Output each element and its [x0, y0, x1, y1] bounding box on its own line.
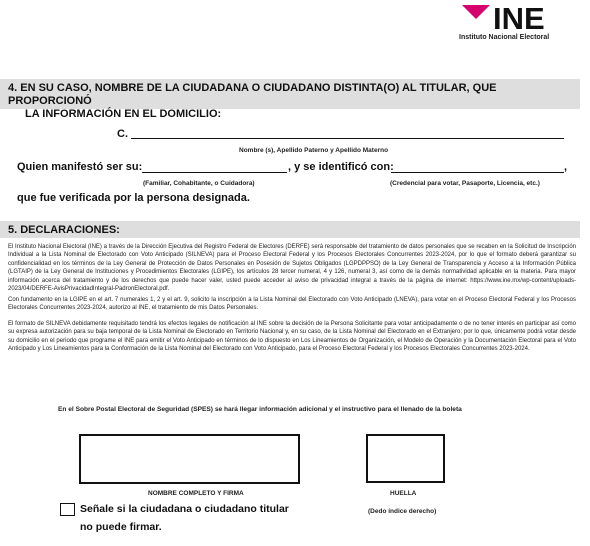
relationship-line[interactable]	[142, 172, 287, 173]
manifest-label: Quien manifestó ser su:	[17, 161, 143, 173]
declaration-paragraph-2: Con fundamento en la LGIPE en el art. 7 numerales 1, 2 y el art. 9, solicito la inscripción a la Lista Nominal del Electorado con Voto Anticipado (LNEVA), para votar en el Proceso Electoral Federal y los Procesos Electorales Concurrentes 2023-2024, autorizo al INE, el tratamiento de mis Datos Personales.	[8, 297, 576, 312]
section-4-title-line1: 4. EN SU CASO, NOMBRE DE LA CIUDADANA O CIUDADANO DISTINTA(O) AL TITULAR, QUE PROPORCIONÓ	[8, 82, 497, 107]
checkbox-label-line1: Señale si la ciudadana o ciudadano titular	[80, 503, 289, 515]
spes-note: En el Sobre Postal Electoral de Seguridad (SPES) se hará llegar información adicional y el instructivo para el llenado de la boleta	[58, 406, 462, 413]
credential-caption: (Credencial para votar, Pasaporte, Licencia, etc.)	[390, 180, 540, 187]
verified-text: que fue verificada por la persona designada.	[17, 192, 250, 204]
name-caption: Nombre (s), Apellido Paterno y Apellido Materno	[239, 147, 389, 154]
logo-wordmark: INE	[493, 1, 545, 36]
fingerprint-label: HUELLA	[390, 490, 417, 497]
fingerprint-box[interactable]	[366, 434, 445, 483]
ine-logo	[459, 1, 584, 45]
ine-ballot-mark-icon	[459, 5, 493, 32]
cannot-sign-checkbox[interactable]	[60, 503, 75, 516]
c-prefix: C.	[117, 128, 128, 140]
section-4-title-line2: LA INFORMACIÓN EN EL DOMICILIO:	[25, 108, 222, 120]
declaration-paragraph-3: El formato de SILNEVA debidamente requisitado tendrá los efectos legales de notificación al INE sobre la decisión de la Persona Solicitante para votar anticipadamente o de no tener interés en participar así como su expresa autorización para su baja temporal de la Lista Nominal de Electorado en Territorio Nacional y, en su caso, de la Lista Nominal del Electorado en el Extranjero; por lo que, únicamente podrá votar desde su domicilio en el periodo que programe el INE para emitir el Voto Anticipado en términos de lo dispuesto en Los Lineamientos de Organización, el Modelo de Operación y la Documentación Electoral para el Voto Anticipado y Los Lineamientos para la Conformación de la Lista Nominal del Electorado con Voto Anticipado, para el Proceso Electoral Federal y los Procesos Electorales Concurrentes 2023-2024.	[8, 321, 576, 353]
logo-subtitle: Instituto Nacional Electoral	[459, 34, 550, 41]
credential-line[interactable]	[391, 172, 564, 173]
identified-label: , y se identificó con:	[288, 161, 394, 173]
declaration-paragraph-1: El Instituto Nacional Electoral (INE) a través de la Dirección Ejecutiva del Registro Federal de Electores (DERFE) será responsable del tratamiento de datos personales que se recaben en la Solicitud de Inscripción Individual a la Lista Nominal de Electorado con Voto Anticipado (SILNEVA) para el Proceso Electoral Federal y los Procesos Electorales Concurrentes 2023-2024, por lo que el formato deberá garantizar su confidencialidad en los términos de la Ley General de Protección de Datos Personales en Posesión de Sujetos Obligados (LGPDPPSO) de la Ley General de Transparencia y Acceso a la Información Pública (LGTAIP) de la Ley General de Instituciones y Procedimientos Electorales (LGIPE), los artículos 28 tercer numeral, 4 y 126, numeral 3, así como de la demás normatividad aplicable en la materia. Para mayor información acerca del tratamiento y de los derechos que puede hacer valer, usted puede acceder al aviso de privacidad integral a través de la página de internet: https://www.ine.mx/wp-content/uploads-2023/04/DERFE-AvisPrivacidadIntegral-PadronElectoral.pdf.	[8, 244, 576, 293]
relationship-caption: (Familiar, Cohabitante, o Cuidadora)	[143, 180, 255, 187]
section-5-header	[0, 221, 580, 238]
fingerprint-caption: (Dedo índice derecho)	[368, 508, 437, 515]
section-5-title: 5. DECLARACIONES:	[8, 224, 120, 236]
checkbox-label-line2: no puede firmar.	[80, 521, 162, 533]
person-name-line[interactable]	[131, 138, 564, 139]
name-signature-box[interactable]	[79, 434, 300, 484]
trailing-comma: ,	[564, 161, 568, 173]
section-4-header	[0, 79, 580, 120]
name-signature-label: NOMBRE COMPLETO Y FIRMA	[148, 490, 244, 497]
